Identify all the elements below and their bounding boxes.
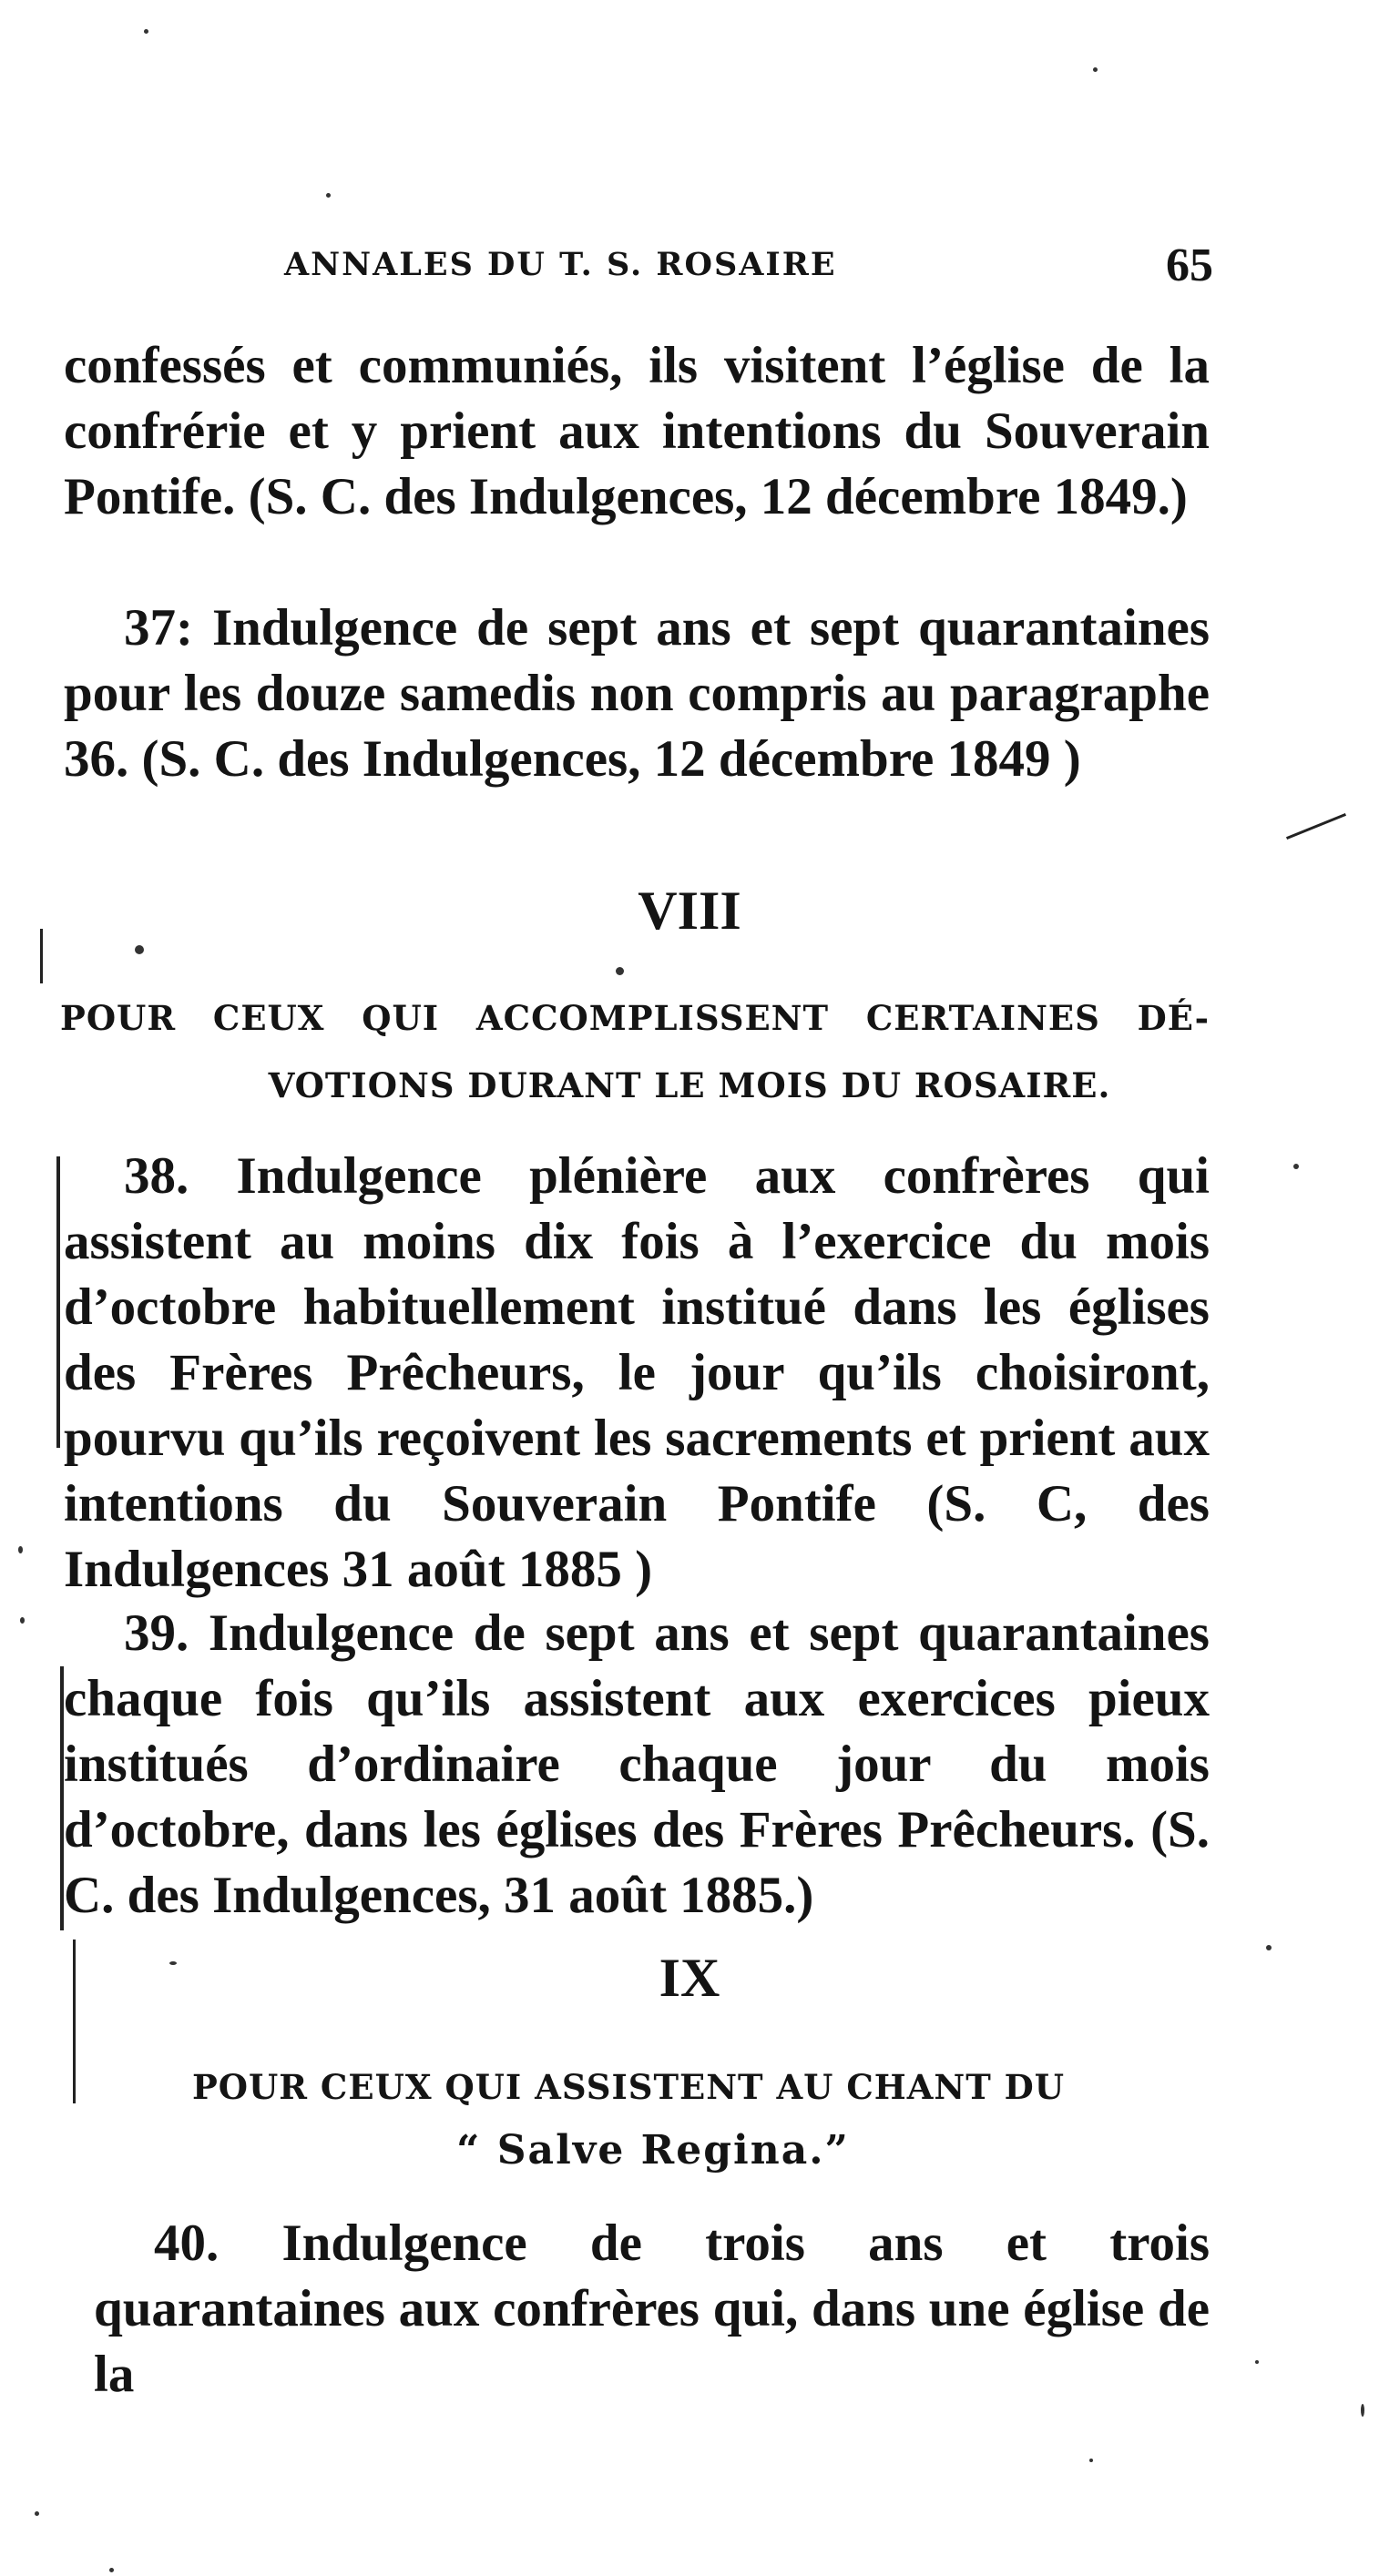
paragraph-39: 39. Indulgence de sept ans et sept quarantaines chaque fois qu’ils assistent aux exercices pieux institués d’ordinaire chaque jour du mois d’octobre, dans les églises des Frères Prêcheurs. (S. C. des Indulgences, 31 août 1885.) (64, 1604, 1210, 1924)
margin-mark (56, 1156, 60, 1448)
page-number: 65 (1166, 239, 1213, 291)
section-heading-viii-line1: POUR CEUX QUI ACCOMPLISSENT CERTAINES DÉ- (60, 998, 1210, 1038)
paragraph-38: 38. Indulgence plénière aux confrères qui assistent au moins dix fois à l’exercice du mois d’octobre habituellement institué dans les églises des Frères Prêcheurs, le jour qu’ils choisiront, pourvu qu’ils reçoivent les sacrements et prient aux intentions du Souverain Pontife (S. C, des Indulgences 31 août 1885 ) (64, 1147, 1210, 1598)
section-numeral-ix: IX (659, 1948, 720, 2008)
paragraph-40: 40. Indulgence de trois ans et trois quarantaines aux confrères qui, dans une église de la (94, 2215, 1210, 2403)
section-numeral-viii: VIII (638, 881, 741, 941)
margin-mark (40, 929, 43, 983)
section-heading-viii-line2: VOTIONS DURANT LE MOIS DU ROSAIRE. (268, 1065, 1111, 1105)
paragraph-37: 37: Indulgence de sept ans et sept quarantaines pour les douze samedis non compris au paragraphe 36. (S. C. des Indulgences, 12 décembre 1849 ) (64, 599, 1210, 788)
scan-stroke (1286, 813, 1346, 840)
page-header (284, 239, 1213, 293)
section-heading-ix-line2: “ Salve Regina.” (456, 2127, 850, 2174)
paragraph-continuation: confessés et communiés, ils visitent l’église de la confrérie et y prient aux intentions du Souverain Pontife. (S. C. des Indulgences, 12 décembre 1849.) (64, 337, 1210, 525)
section-heading-ix-line1: POUR CEUX QUI ASSISTENT AU CHANT DU (191, 2067, 1066, 2107)
running-head: ANNALES DU T. S. ROSAIRE (284, 246, 837, 283)
margin-mark (73, 1940, 76, 2103)
margin-mark (60, 1666, 64, 1930)
